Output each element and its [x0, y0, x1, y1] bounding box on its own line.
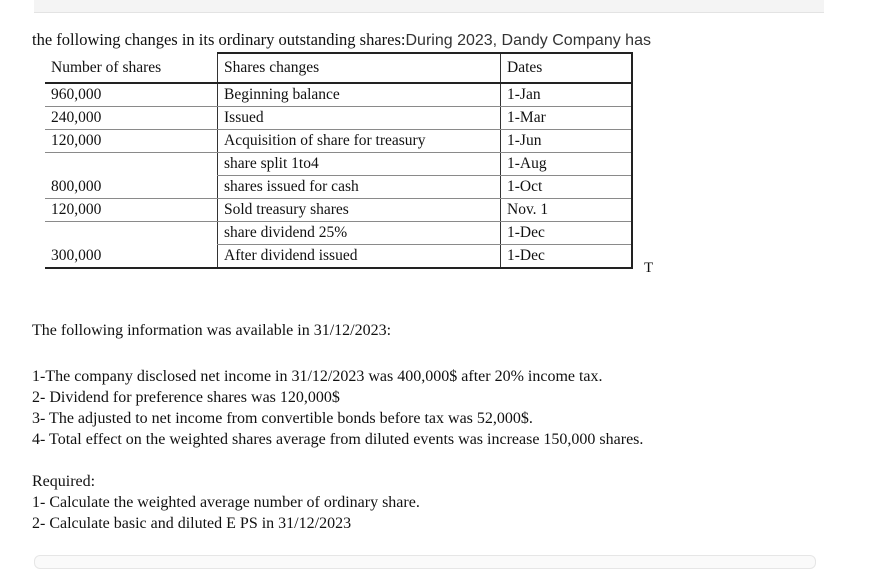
info-list: [32, 366, 643, 450]
info-item: 3- The adjusted to net income from convertible bonds before tax was 52,000$.: [32, 410, 533, 427]
table-row: [45, 107, 632, 130]
cell-number: [45, 153, 218, 176]
cell-date: 1-Dec: [501, 245, 633, 269]
cell-change: Acquisition of share for treasury: [218, 130, 501, 153]
table-row: [45, 130, 632, 153]
info-item: 2- Dividend for preference shares was 120,000$: [32, 389, 340, 406]
bottom-card-edge: [34, 555, 816, 569]
cell-date: 1-Jun: [501, 130, 633, 153]
cell-number: 240,000: [45, 107, 218, 130]
cell-number: 120,000: [45, 199, 218, 222]
cell-change: share split 1to4: [218, 153, 501, 176]
intro-text: [32, 30, 651, 50]
cell-number: 300,000: [45, 245, 218, 269]
table-row: [45, 176, 632, 199]
cell-date: 1-Mar: [501, 107, 633, 130]
header-shares-changes: Shares changes: [218, 53, 501, 83]
cell-change: shares issued for cash: [218, 176, 501, 199]
cell-number: [45, 222, 218, 245]
info-item: 1-The company disclosed net income in 31/12/2023 was 400,000$ after 20% income tax.: [32, 368, 603, 385]
cell-change: Issued: [218, 107, 501, 130]
cell-change: share dividend 25%: [218, 222, 501, 245]
cell-number: 800,000: [45, 176, 218, 199]
cell-change: After dividend issued: [218, 245, 501, 269]
cell-change: Beginning balance: [218, 83, 501, 107]
cell-date: 1-Jan: [501, 83, 633, 107]
cell-change: Sold treasury shares: [218, 199, 501, 222]
table-row: [45, 153, 632, 176]
table-row: [45, 222, 632, 245]
info-heading: The following information was available in 31/12/2023:: [32, 322, 392, 339]
intro-serif: the following changes in its ordinary outstanding shares:: [32, 30, 406, 49]
required-item: 2- Calculate basic and diluted E PS in 31/12/2023: [32, 515, 352, 532]
table-row: [45, 83, 632, 107]
table-header-row: [45, 53, 632, 83]
header-dates: Dates: [501, 53, 633, 83]
cell-date: 1-Aug: [501, 153, 633, 176]
cell-number: 120,000: [45, 130, 218, 153]
required-section: [32, 471, 420, 534]
table-row: [45, 245, 632, 269]
table-row: [45, 199, 632, 222]
intro-sans: During 2023, Dandy Company has: [405, 32, 651, 49]
cell-date: 1-Dec: [501, 222, 633, 245]
share-changes-table: [45, 52, 633, 269]
cell-date: 1-Oct: [501, 176, 633, 199]
required-item: 1- Calculate the weighted average number of ordinary share.: [32, 494, 420, 511]
t-mark: T: [644, 260, 654, 276]
cell-date: Nov. 1: [501, 199, 633, 222]
header-number-of-shares: Number of shares: [45, 53, 218, 83]
required-heading: Required:: [32, 473, 96, 490]
info-item: 4- Total effect on the weighted shares average from diluted events was increase 150,000 shares.: [32, 431, 644, 448]
top-card-edge: [34, 0, 824, 13]
cell-number: 960,000: [45, 83, 218, 107]
